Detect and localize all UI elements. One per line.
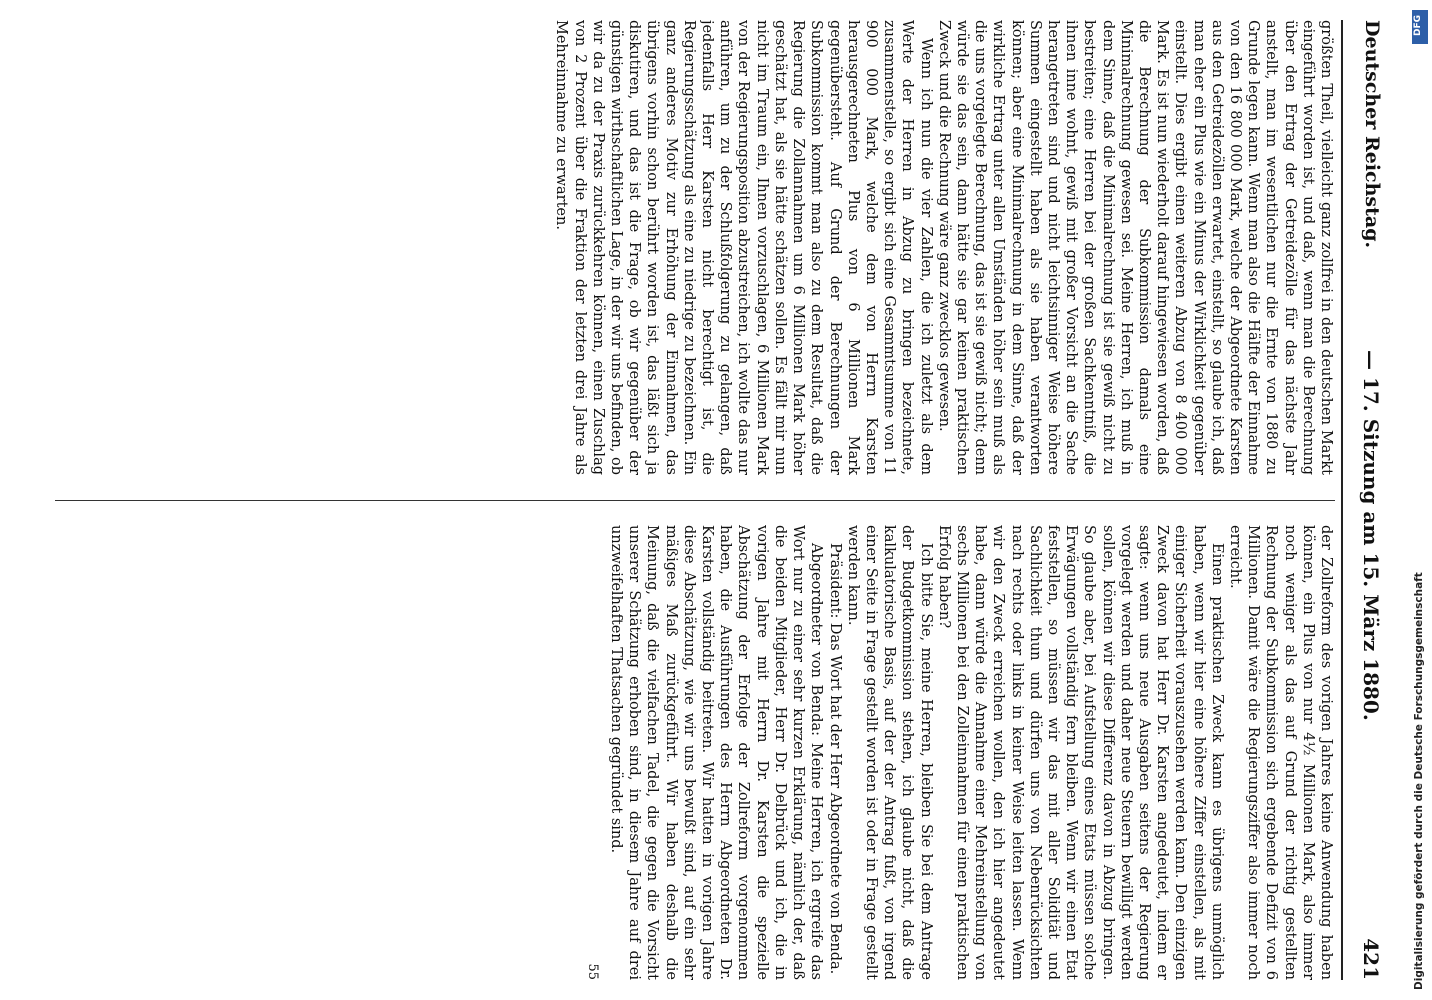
funding-note: Digitalisierung gefördert durch die Deutsche Forschungsgemeinschaft bbox=[1413, 572, 1425, 990]
header-session: — 17. Sitzung am 15. März 1880. bbox=[1359, 350, 1383, 721]
header-rule bbox=[1341, 20, 1343, 980]
paragraph: größten Theil, vielleicht ganz zollfrei in den deutschen Markt eingeführt worden ist, und daß, wenn man die Berechnung über den Ertrag der Getreidezölle für das nächste Jahr anstellt, man im wesentlichen nur die Ernte von 1880 zu Grunde legen kann. Wenn man also die Hälfte der Einnahme von den 16 800 000 Mark, welche der Abgeordnete Karsten aus den Getreidezöllen erwartet, einstellt, so glaube ich, daß man eher ein Plus wie ein Minus der Wirklichkeit gegenüber einstellt. Dies ergibt einen weiteren Abzug von 8 400 000 Mark. Es ist nun wiederholt darauf hingewiesen worden, daß die Berechnung der Subkommission damals eine Minimalrechnung gewesen sei. Meine Herren, ich muß in dem Sinne, daß die Minimalrechnung ist sie gewiß nicht zu bestreiten; eine Herren bei der großen Sachkenntniß, die ihnen inne wohnt, gewiß mit großer Vorsicht an die Sache herangetreten sind und nicht leichtsinniger Weise höhere Summen eingestellt haben als sie haben verantworten können; aber eine Minimalrechnung in dem Sinne, daß der wirkliche Ertrag unter allen Umständen höher sein muß als die uns vorgelegte Berechnung, das ist sie gewiß nicht; denn würde sie das sein, dann hätte sie gar keinen praktischen Zweck und die Rechnung wäre ganz zwecklos gewesen. bbox=[935, 20, 1334, 475]
paragraph: Ich bitte Sie, meine Herren, bleiben Sie bei dem Antrage der Budgetkommission stehen, ich glaube nicht, daß die kalkulatorische Basis, auf der der Antrag fußt, von irgend einer Seite in Frage gestellt worden ist oder in Frage gestellt werden kann. bbox=[844, 525, 934, 980]
paragraph: der Zollreform des vorigen Jahres keine Anwendung haben können, ein Plus von nur 4½ Millionen Mark, also immer noch weniger als das auf Grund der richtig gestellten Rechnung der Subkommission sich ergebende Defizit von 6 Millionen. Damit wäre die Regierungsziffer also immer noch erreicht. bbox=[1226, 525, 1334, 980]
president-paragraph: Präsident: Das Wort hat der Herr Abgeordnete von Benda. bbox=[826, 543, 843, 975]
column-right bbox=[50, 525, 1335, 980]
page-number: 421 bbox=[1359, 938, 1383, 980]
column-divider bbox=[55, 500, 1335, 501]
dfg-logo: DFG bbox=[1412, 10, 1428, 44]
column-left bbox=[50, 20, 1335, 475]
signature-mark: 55 bbox=[584, 963, 600, 980]
paragraph: Einen praktischen Zweck kann es übrigens unmöglich haben, wenn wir hier eine höhere Ziffer einstellen, als mit einiger Sicherheit vorauszusehen werden kann. Den einzigen Zweck davon hat Herr Dr. Karsten angedeutet, indem er sagte: wenn uns neue Ausgaben seitens der Regierung vorgelegt werden und daher neue Steuern bewilligt werden sollen, können wir diese Differenz davon in Abzug bringen. So glaube aber, bei Aufstellung eines Etats müssen solche Erwägungen vollständig fern bleiben. Wenn wir einen Etat feststellen, so müssen wir das mit aller Solidität und Sachlichkeit thun und dürfen uns von Nebenrücksichten nach rechts oder links in keiner Weise leiten lassen. Wenn wir den Zweck erreichen wollen, den ich hier angedeutet habe, dann würde die Annahme einer Mehreinstellung von sechs Millionen bei den Zolleinnahmen für einen praktischen Erfolg haben? bbox=[935, 525, 1225, 980]
paragraph: Wenn ich nun die vier Zahlen, die ich zuletzt als dem Werte der Herren in Abzug zu bringen bezeichnete, zusammenstelle, so ergibt sich eine Gesammtsumme von 11 900 000 Mark, welche dem von Herrn Karsten herausgerechneten Plus von 6 Millionen Mark gegenübersteht. Auf Grund der Berechnungen der Subkommission kommt man also zu dem Resultat, daß die Regierung die Zollannahmen um 6 Millionen Mark höher geschätzt hat, als sie hätte schätzen sollen. Es fällt mir nun nicht im Traum ein, Ihnen vorzuschlagen, 6 Millionen Mark von der Regierungsposition abzustreichen, ich wollte das nur anführen, um zu der Schlußfolgerung zu gelangen, daß jedenfalls Herr Karsten nicht berechtigt ist, die Regierungsschätzung als eine zu niedrige zu bezeichnen. Ein ganz anderes Motiv zur Erhöhung der Einnahmen, das übrigens vorhin schon berührt worden ist, das läßt sich ja diskutiren, und das ist die Frage, ob wir gegenüber der günstigen wirthschaftlichen Lage, in der wir uns befinden, ob wir da zu der Praxis zurückkehren können, einen Zuschlag von 2 Prozent über die Fraktion der letzten drei Jahre als Mehreinnahme zu erwarten. bbox=[553, 20, 934, 475]
speech-paragraph: Abgeordneter von Benda: Meine Herren, ich ergreife das Wort nur zu einer sehr kurzen Erklärung, nämlich der, daß die beiden Mitglieder, Herr Dr. Delbrück und ich, die in vorigen Jahre mit Herrn Dr. Karsten die spezielle Abschätzung der Erfolge der Zollreform vorgenommen haben, die Ausführungen des Herrn Abgeordneten Dr. Karsten vollständig beitreten. Wir hatten in vorigen Jahre diese Abschätzung, wie wir uns bewußt sind, auf ein sehr mäßiges Maß zurückgeführt. Wir haben deshalb die Meinung, daß die vielfachen Tadel, die gegen die Vorsicht unserer Schätzung erhoben sind, in diesem Jahre auf drei unzweifelhaften Thatsachen gegründet sind. bbox=[608, 525, 825, 980]
page-header bbox=[1343, 20, 1383, 980]
header-title: Deutscher Reichstag. bbox=[1361, 20, 1383, 249]
